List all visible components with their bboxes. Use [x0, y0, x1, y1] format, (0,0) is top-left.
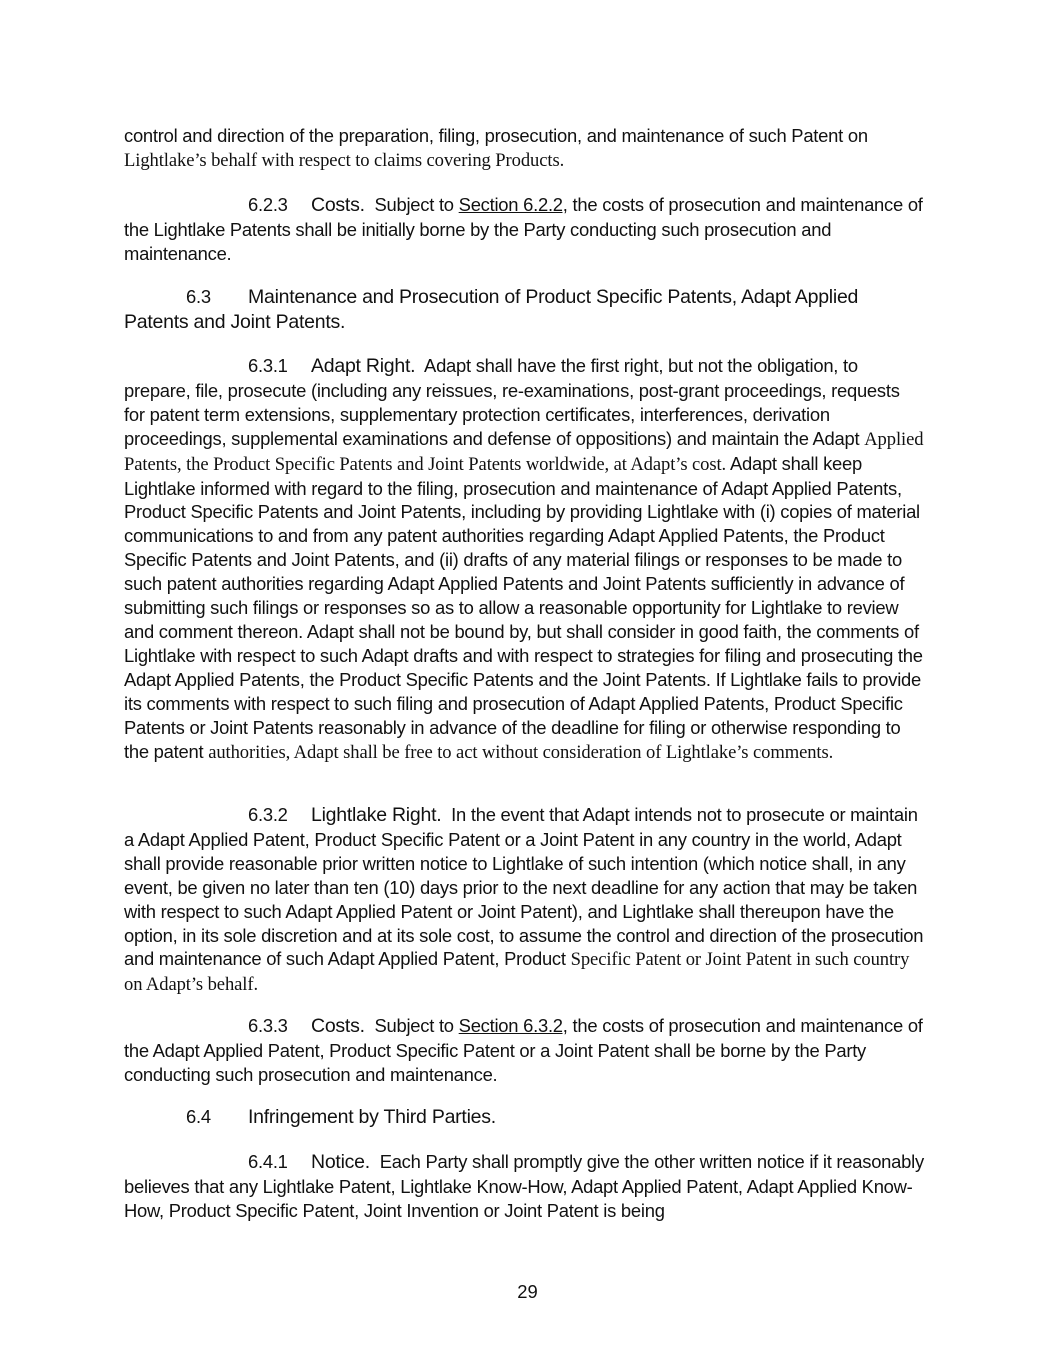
section-6-3 — [124, 285, 924, 335]
section-heading: Infringement by Third Parties. — [248, 1106, 496, 1128]
section-heading: Costs. — [311, 194, 365, 216]
section-body-4: authorities, Adapt shall be free to act without consideration of Lightlake’s comments. — [208, 741, 834, 763]
section-6-4 — [124, 1105, 924, 1130]
section-heading: Maintenance and Prosecution of Product Specific Patents, Adapt Applied Patents and Joint Patents. — [124, 286, 859, 333]
section-6-3-2 — [124, 803, 924, 997]
section-text-pre: Subject to — [374, 1015, 454, 1036]
continuation-line-1: control and direction of the preparation, filing, prosecution, and maintenance of such Patent on — [124, 125, 868, 146]
continuation-line-2: Lightlake’s behalf with respect to claims covering Products. — [124, 149, 565, 171]
section-number: 6.4.1 — [248, 1151, 288, 1172]
section-heading: Lightlake Right. — [311, 804, 442, 826]
section-heading: Adapt Right. — [311, 355, 416, 377]
section-number: 6.3.3 — [248, 1015, 288, 1036]
section-number: 6.3.1 — [248, 355, 288, 376]
section-body-1: Adapt shall have the first right, but not the obligation, to prepare, file, prosecute (including any reissues, re-examinations, post-grant proceedings, requests for patent term extensions, supplementary protection certificates, interferences, derivation proceedings, supplemental examinations and defense of oppositions) and maintain the Adapt — [124, 355, 900, 449]
section-body: the costs of prosecution and maintenance of the Lightlake Patents shall be initially borne by the Party conducting such prosecution and maintenance. — [124, 194, 923, 264]
section-6-3-1 — [124, 354, 924, 764]
section-text-pre: Subject to — [374, 194, 454, 215]
section-body: the costs of prosecution and maintenance of the Adapt Applied Patent, Product Specific Patent or a Joint Patent shall be borne by the Party conducting such prosecution and maintenance. — [124, 1015, 923, 1085]
section-heading: Notice. — [311, 1151, 370, 1173]
section-6-3-3 — [124, 1014, 924, 1087]
section-body-2: Specific Patent or Joint Patent in such country on Adapt’s behalf. — [124, 949, 910, 996]
section-body-3: Adapt shall keep Lightlake informed with regard to the filing, prosecution and maintenance of Adapt Applied Patents, Product Specific Patents and Joint Patents, including by providing Lightlake with (i) copies of material communications to and from any patent authorities regarding Adapt Applied Patents, the Product Specific Patents and Joint Patents, and (ii) drafts of any material filings or responses to be made to such patent authorities regarding Adapt Applied Patents and Joint Patents sufficiently in advance of submitting such filings or responses so as to allow a reasonable opportunity for Lightlake to review and comment thereon. Adapt shall not be bound by, but shall consider in good faith, the comments of Lightlake with respect to such Adapt drafts and with respect to strategies for filing and prosecuting the Adapt Applied Patents, the Product Specific Patents and the Joint Patents. If Lightlake fails to provide its comments with respect to such filing and prosecution of Adapt Applied Patents, Product Specific Patents or Joint Patents reasonably in advance of the deadline for filing or otherwise responding to the patent — [124, 452, 923, 762]
section-reference-link[interactable]: Section 6.2.2, — [458, 194, 568, 215]
section-reference-link[interactable]: Section 6.3.2, — [458, 1015, 568, 1036]
section-number: 6.3.2 — [248, 804, 288, 825]
section-body: Each Party shall promptly give the other written notice if it reasonably believes that any Lightlake Patent, Lightlake Know-How, Adapt Applied Patent, Adapt Applied Know-How, Product Specific Patent, Joint Invention or Joint Patent is being — [124, 1151, 924, 1221]
section-6-4-1 — [124, 1150, 924, 1223]
section-heading: Costs. — [311, 1015, 365, 1037]
section-number: 6.2.3 — [248, 194, 288, 215]
page-number: 29 — [517, 1281, 538, 1302]
section-number: 6.4 — [186, 1106, 211, 1127]
section-6-2-3 — [124, 193, 924, 266]
section-body-1: In the event that Adapt intends not to prosecute or maintain a Adapt Applied Patent, Product Specific Patent or a Joint Patent in any country in the world, Adapt shall provide reasonable prior written notice to Lightlake of such intention (which notice shall, in any event, be given no later than ten (10) days prior to the next deadline for any action that may be taken with respect to such Adapt Applied Patent or Joint Patent), and Lightlake shall thereupon have the option, in its sole discretion and at its sole cost, to assume the control and direction of the prosecution and maintenance of such Adapt Applied Patent, Product — [124, 804, 924, 970]
continuation-paragraph — [124, 124, 924, 173]
section-body-2: Applied Patents, the Product Specific Patents and Joint Patents worldwide, at Adapt’s cost. — [124, 428, 924, 475]
section-number: 6.3 — [186, 286, 211, 307]
